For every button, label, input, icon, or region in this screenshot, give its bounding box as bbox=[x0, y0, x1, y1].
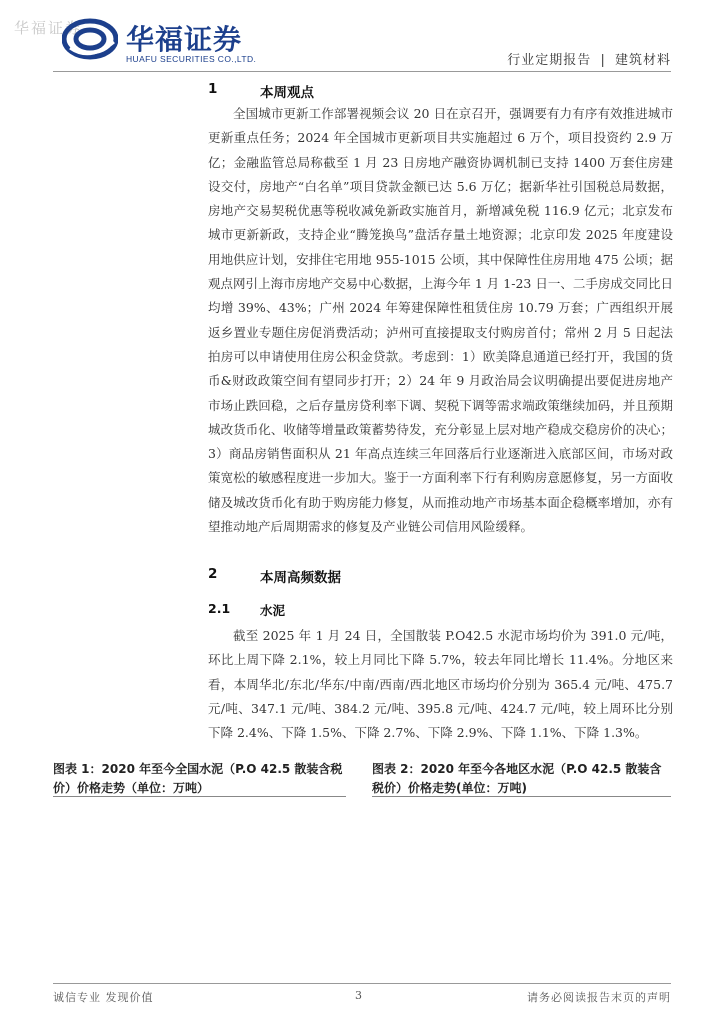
figure-2-divider bbox=[372, 796, 671, 797]
section-2-1-paragraph: 截至 2025 年 1 月 24 日，全国散装 P.O42.5 水泥市场均价为 391.0 元/吨，环比上周下降 2.1%，较上月同比下降 5.7%，较去年同比增长 11.4%。分地区来看，本周华北/东北/华东/中南/西南/西北地区市场均价分别为 365.4 元/吨、475.7 元/吨、347.1 元/吨、384.2 元/吨、395.8 元/吨、424.7 元/吨，较上周环比分别下降 2.4%、下降 1.5%、下降 2.7%、下降 2.9%、下降 1.1%、下降 1.3%。 bbox=[208, 628, 673, 741]
watermark: 华福证券 bbox=[14, 19, 83, 37]
section-2-number: 2 bbox=[208, 566, 218, 582]
footer-divider bbox=[53, 983, 671, 984]
section-2-1-title: 水泥 bbox=[260, 603, 286, 618]
section-1-paragraph: 全国城市更新工作部署视频会议 20 日在京召开，强调要有力有序有效推进城市更新重点任务；2024 年全国城市更新项目共实施超过 6 万个，项目投资约 2.9 万亿；金融监管总局称截至 1 月 23 日房地产融资协调机制已支持 1400 万套住房建设交付，房地产“白名单”项目贷款金额已达 5.6 万亿；据新华社引国税总局数据，房地产交易契税优惠等税收减免新政实施首月，新增减免税 116.9 亿元；北京发布城市更新新政，支持企业“腾笼换鸟”盘活存量土地资源；北京印发 2025 年度建设用地供应计划，安排住宅用地 955-1015 公顷，其中保障性住房用地 475 公顷；据观点网引上海市房地产交易中心数据，上海今年 1 月 1-23 日一、二手房成交同比日均增 39%、43%；广州 2024 年筹建保障性租赁住房 10.79 万套；广西组织开展返乡置业专题住房促消费活动；泸州可直接提取支付购房首付；常州 2 月 5 日起法拍房可以申请使用住房公积金贷款。考虑到：1）欧美降息通道已经打开，我国的货币&财政政策空间有望同步打开；2）24 年 9 月政治局会议明确提出要促进房地产市场止跌回稳，之后存量房贷利率下调、契税下调等需求端政策继续加码，并且预期城改货币化、收储等增量政策蓄势待发，充分彰显上层对地产稳成交稳房价的决心；3）商品房销售面积从 21 年高点连续三年回落后行业逐渐进入底部区间，市场对政策宽松的敏感程度进一步加大。鉴于一方面利率下行有利购房意愿修复，另一方面收储及城改货币化有助于购房能力修复，从而推动地产市场基本面企稳概率增加，亦有望推动地产后周期需求的修复及产业链公司信用风险缓释。 bbox=[208, 106, 673, 535]
section-1-title: 本周观点 bbox=[260, 85, 314, 101]
section-1-number: 1 bbox=[208, 81, 218, 97]
header-divider bbox=[53, 71, 671, 72]
figure-2-caption: 图表 2：2020 年至今各地区水泥（P.O 42.5 散装含税价）价格走势(单位：万吨) bbox=[372, 762, 662, 795]
footer-disclaimer: 请务必阅读报告末页的声明 bbox=[527, 991, 671, 1004]
section-2-1-number: 2.1 bbox=[208, 601, 231, 616]
report-header bbox=[507, 49, 671, 68]
company-logo bbox=[62, 18, 272, 66]
logo-name-cn: 华福证券 bbox=[126, 23, 243, 56]
figure-1-divider bbox=[53, 796, 346, 797]
industry-name: 建筑材料 bbox=[614, 53, 671, 68]
page-number: 3 bbox=[355, 989, 363, 1002]
header-separator: | bbox=[600, 53, 606, 68]
logo-name-en: HUAFU SECURITIES CO.,LTD. bbox=[126, 54, 257, 64]
logo-emblem-icon bbox=[62, 18, 118, 60]
report-type: 行业定期报告 bbox=[507, 53, 592, 68]
footer-slogan: 诚信专业 发现价值 bbox=[53, 991, 154, 1004]
figure-1-caption: 图表 1：2020 年至今全国水泥（P.O 42.5 散装含税价）价格走势（单位：万吨） bbox=[53, 762, 343, 795]
section-2-title: 本周高频数据 bbox=[260, 570, 341, 586]
